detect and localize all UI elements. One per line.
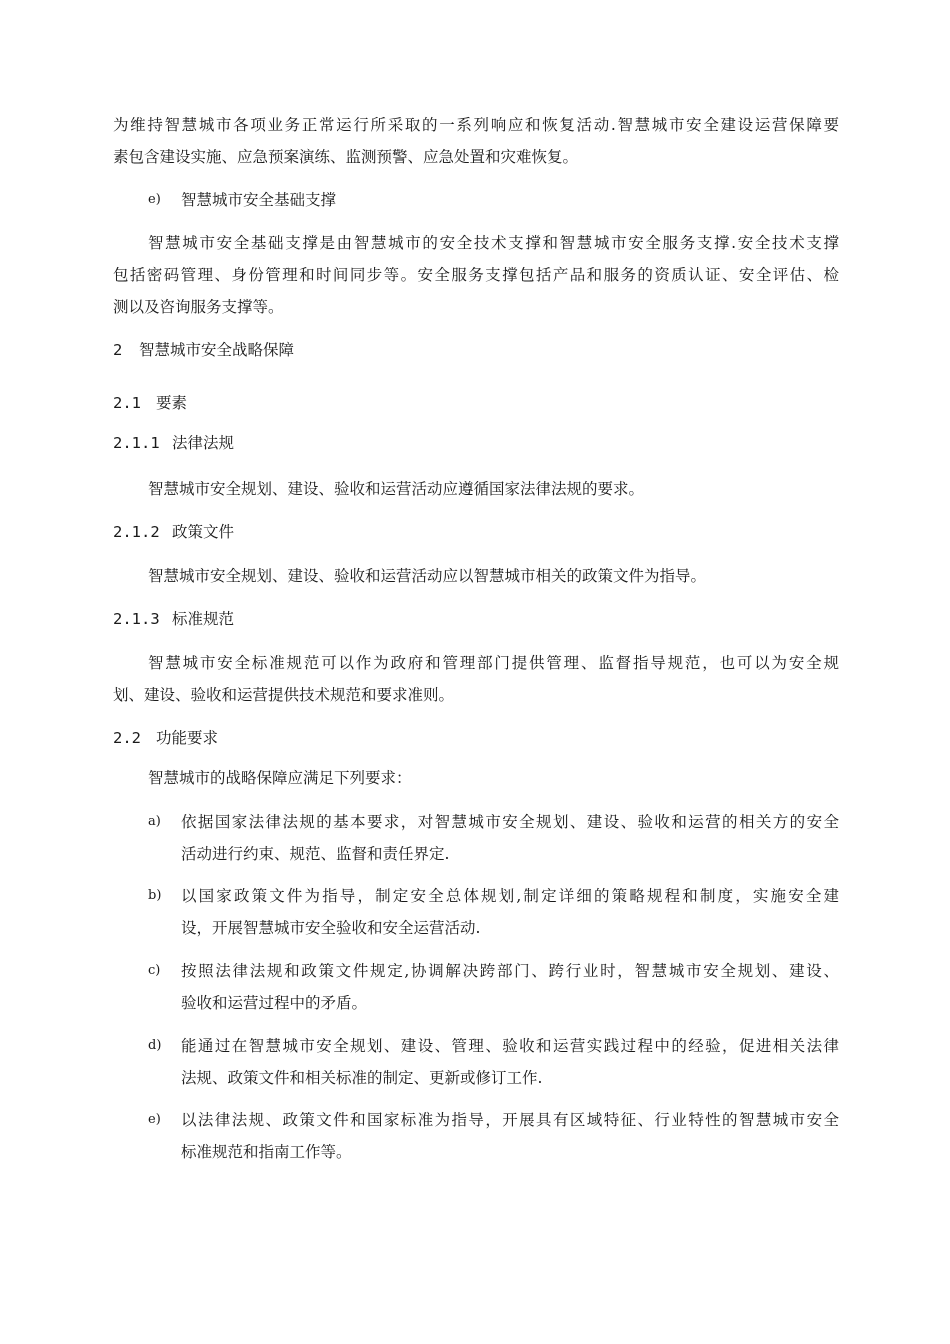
section-2-2-number: 2.2 [113, 729, 141, 747]
list-item-a-line-1: 依据国家法律法规的基本要求，对智慧城市安全规划、建设、验收和运营的相关方的安全 [181, 813, 839, 831]
section-2-2-intro: 智慧城市的战略保障应满足下列要求： [148, 769, 412, 787]
list-item-b-marker: b) [148, 888, 162, 903]
list-item-c-line-1: 按照法律法规和政策文件规定,协调解决跨部门、跨行业时，智慧城市安全规划、建设、 [181, 962, 839, 980]
section-2-1-number: 2.1 [113, 394, 141, 412]
section-2-1-3-body-line-1: 智慧城市安全标准规范可以作为政府和管理部门提供管理、监督指导规范，也可以为安全规 [148, 654, 839, 672]
section-2-1-3-title: 标准规范 [172, 610, 235, 628]
section-2-1-2-title: 政策文件 [172, 523, 235, 541]
item-e-marker: e) [148, 192, 161, 207]
list-item-c-line-2: 验收和运营过程中的矛盾。 [181, 994, 368, 1012]
list-item-d-line-2: 法规、政策文件和相关标准的制定、更新或修订工作. [181, 1069, 543, 1087]
section-2-1-3-body-line-2: 划、建设、验收和运营提供技术规范和要求准则。 [113, 686, 455, 704]
section-2-1-2-number: 2.1.2 [113, 523, 160, 541]
list-item-c-marker: c) [148, 963, 161, 978]
list-item-e-line-2: 标准规范和指南工作等。 [181, 1143, 352, 1161]
list-item-a-marker: a) [148, 814, 161, 829]
list-item-b-line-2: 设，开展智慧城市安全验收和安全运营活动. [181, 919, 481, 937]
support-line-3: 测以及咨询服务支撑等。 [113, 298, 284, 316]
list-item-e-line-1: 以法律法规、政策文件和国家标准为指导，开展具有区域特征、行业特性的智慧城市安全 [181, 1111, 839, 1129]
list-item-d-line-1: 能通过在智慧城市安全规划、建设、管理、验收和运营实践过程中的经验，促进相关法律 [181, 1037, 839, 1055]
list-item-e-marker: e) [148, 1112, 161, 1127]
section-2-2-title: 功能要求 [156, 729, 219, 747]
section-2-number: 2 [113, 341, 123, 359]
item-e-title: 智慧城市安全基础支撑 [181, 191, 337, 209]
list-item-a-line-2: 活动进行约束、规范、监督和责任界定. [181, 845, 450, 863]
list-item-b-line-1: 以国家政策文件为指导，制定安全总体规划,制定详细的策略规程和制度，实施安全建 [181, 887, 839, 905]
section-2-1-1-body: 智慧城市安全规划、建设、验收和运营活动应遵循国家法律法规的要求。 [148, 480, 645, 498]
section-2-1-2-body: 智慧城市安全规划、建设、验收和运营活动应以智慧城市相关的政策文件为指导。 [148, 567, 707, 585]
support-line-1: 智慧城市安全基础支撑是由智慧城市的安全技术支撑和智慧城市安全服务支撑.安全技术支撑 [148, 234, 839, 252]
section-2-1-3-number: 2.1.3 [113, 610, 160, 628]
intro-line-1: 为维持智慧城市各项业务正常运行所采取的一系列响应和恢复活动.智慧城市安全建设运营保障要 [113, 116, 839, 134]
intro-line-2: 素包含建设实施、应急预案演练、监测预警、应急处置和灾难恢复。 [113, 148, 579, 166]
support-line-2: 包括密码管理、身份管理和时间同步等。安全服务支撑包括产品和服务的资质认证、安全评估、检 [113, 266, 839, 284]
list-item-d-marker: d) [148, 1038, 162, 1053]
section-2-1-title: 要素 [156, 394, 188, 412]
section-2-1-1-title: 法律法规 [172, 434, 235, 452]
section-2-title: 智慧城市安全战略保障 [139, 341, 295, 359]
section-2-1-1-number: 2.1.1 [113, 434, 160, 452]
